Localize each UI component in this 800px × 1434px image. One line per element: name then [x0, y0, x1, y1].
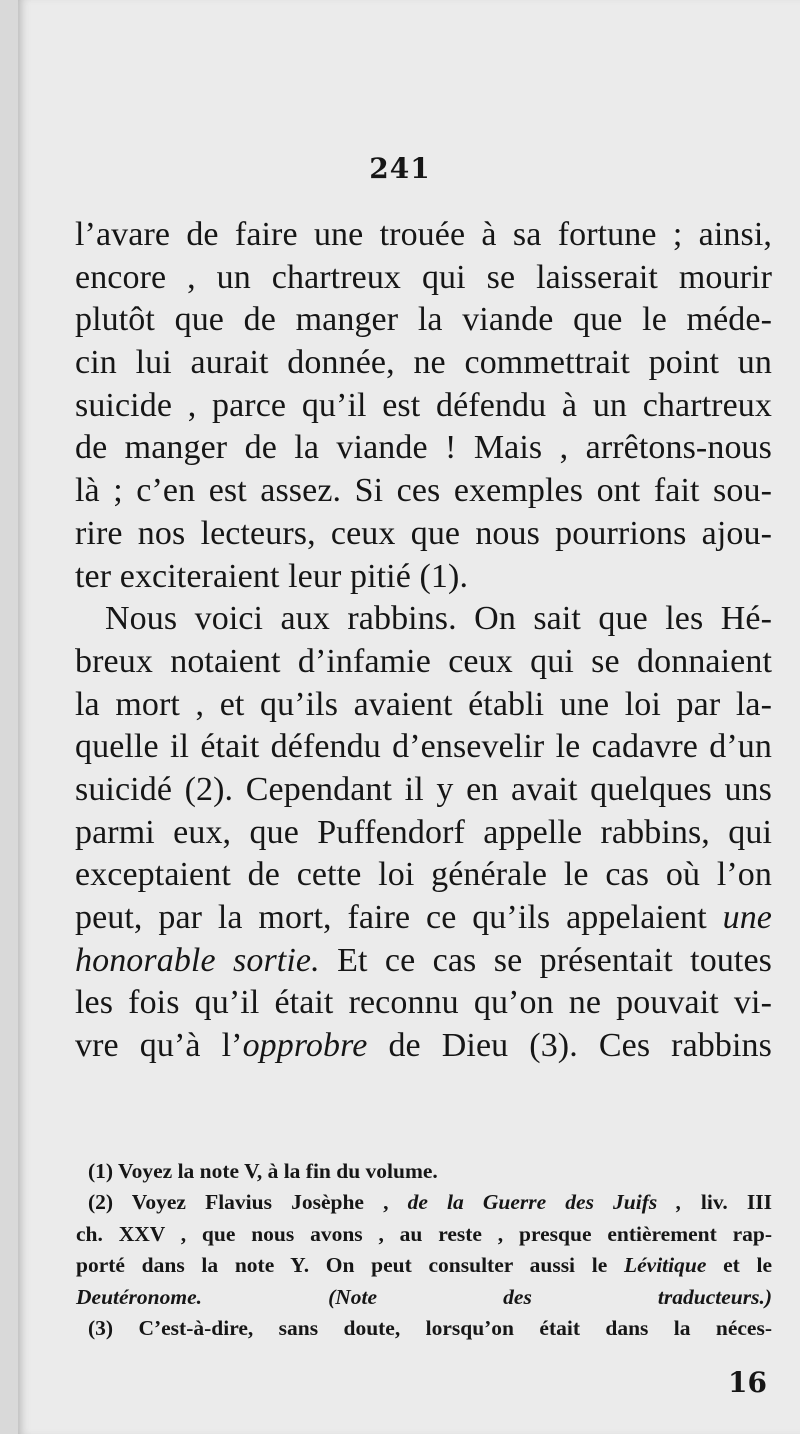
- footnotes: [76, 1156, 773, 1344]
- text-line: de manger de la viande ! Mais , arrêtons-nous: [75, 429, 772, 467]
- text-line: les fois qu’il était reconnu qu’on ne pouvait vi-: [75, 984, 772, 1022]
- text-line: suicidé (2). Cependant il y en avait quelques uns: [75, 770, 772, 808]
- footnote-text: (2) Voyez Flavius Josèphe ,: [88, 1190, 389, 1215]
- text-line: suicide , parce qu’il est défendu à un chartreux: [75, 386, 772, 424]
- text-run: de Dieu (3). Ces rabbins: [388, 1027, 772, 1065]
- page-number: 241: [369, 152, 431, 185]
- italic-run: opprobre: [242, 1027, 368, 1065]
- text-line: plutôt que de manger la viande que le méde-: [75, 301, 772, 339]
- footnote-text: et le: [723, 1253, 773, 1278]
- text-line: rire nos lecteurs, ceux que nous pourrions ajou-: [75, 514, 772, 552]
- text-line: là ; c’en est assez. Si ces exemples ont fait sou-: [75, 472, 772, 510]
- text-line: l’avare de faire une trouée à sa fortune ; ainsi,: [75, 216, 772, 253]
- text-line: [75, 1025, 772, 1068]
- text-run: Et ce cas se présentait toutes: [337, 941, 773, 979]
- text-line: la mort , et qu’ils avaient établi une loi par la-: [75, 685, 772, 723]
- signature-mark: 16: [728, 1366, 767, 1399]
- text-run: peut, par la mort, faire ce qu’ils appelaient: [75, 899, 707, 936]
- text-line: [75, 940, 772, 983]
- footnote-text: liv. III: [700, 1190, 773, 1215]
- text-run: vre qu’à l’: [75, 1027, 243, 1065]
- footnote-italic: Lévitique: [623, 1253, 707, 1278]
- paragraph-start-line: Nous voici aux rabbins. On sait que les Hé-: [105, 600, 772, 638]
- footnote-2-cont: ch. XXV , que nous avons , au reste , presque entièrement rap-: [76, 1221, 772, 1246]
- text-line: parmi eux, que Puffendorf appelle rabbins, qui: [75, 813, 772, 851]
- footnote-2: [88, 1187, 772, 1218]
- footnote-2-cont: [76, 1282, 772, 1313]
- text-line: [75, 897, 772, 940]
- footnote-2-cont: [76, 1250, 772, 1281]
- text-line: quelle il était défendu d’ensevelir le cadavre d’un: [75, 728, 772, 766]
- italic-run: une: [722, 899, 772, 936]
- footnote-3: (3) C’est-à-dire, sans doute, lorsqu’on était dans la néces-: [88, 1315, 772, 1340]
- footnote-italic: (Note des traducteurs.): [328, 1284, 772, 1309]
- footnote-text: porté dans la note Y. On peut consulter aussi le: [76, 1253, 608, 1278]
- footnote-italic: de la Guerre des Juifs ,: [407, 1190, 682, 1215]
- italic-run: honorable sortie.: [75, 941, 320, 979]
- text-line: encore , un chartreux qui se laisserait mourir: [75, 258, 772, 296]
- footnote-italic: Deutéronome.: [76, 1284, 203, 1309]
- text-line: breux notaient d’infamie ceux qui se donnaient: [75, 642, 772, 680]
- footnote-1: (1) Voyez la note V, à la fin du volume.: [88, 1159, 438, 1183]
- body-text: [75, 214, 772, 1068]
- text-line: exceptaient de cette loi générale le cas où l’on: [75, 856, 772, 894]
- text-line: ter exciteraient leur pitié (1).: [75, 557, 469, 595]
- text-line: cin lui aurait donnée, ne commettrait point un: [75, 344, 772, 382]
